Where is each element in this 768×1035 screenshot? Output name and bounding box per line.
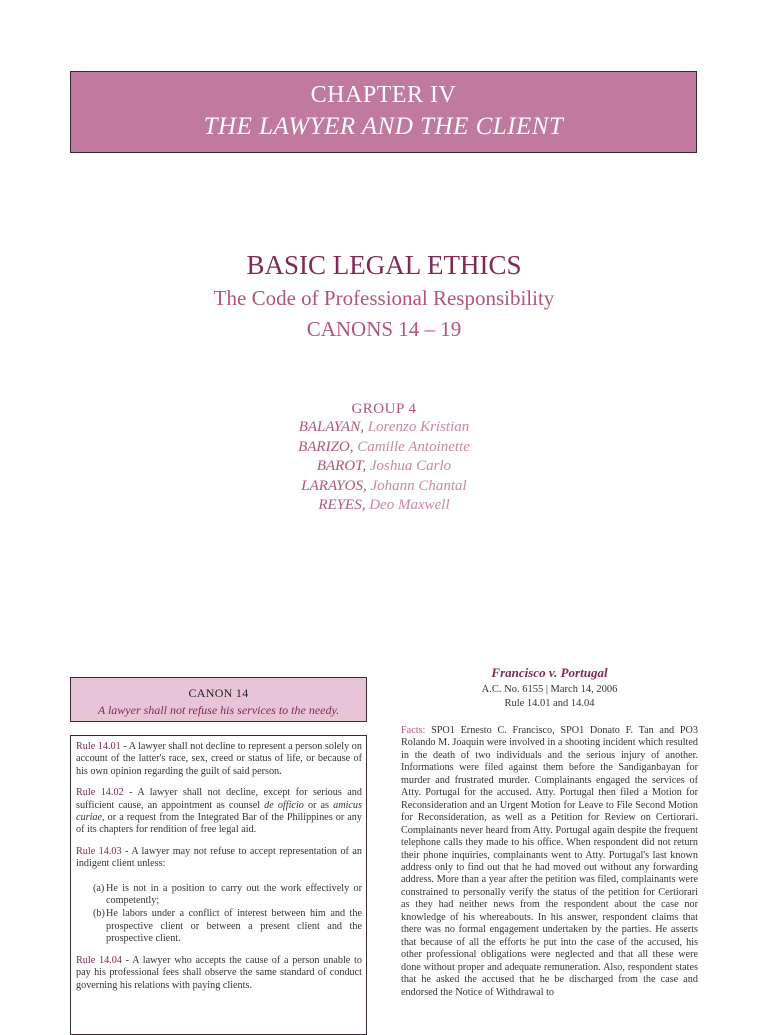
chapter-header-box <box>70 71 697 153</box>
member-first-name: Camille Antoinette <box>357 438 470 455</box>
case-meta <box>401 683 698 711</box>
list-marker: (a) <box>93 882 105 894</box>
list-item-text: He labors under a conflict of interest between him and the prospective client or between a present client and the prospective client. <box>106 908 362 945</box>
rule-14-02 <box>76 787 362 837</box>
group-label: GROUP 4 <box>351 401 417 417</box>
member-last-name: BARIZO, <box>298 438 354 455</box>
document-title: BASIC LEGAL ETHICS <box>246 250 522 280</box>
list-marker: (b) <box>93 908 105 920</box>
case-rules: Rule 14.01 and 14.04 <box>504 698 595 709</box>
rule-14-03-list <box>76 883 362 946</box>
rule-text: - A lawyer who accepts the cause of a person unable to pay his professional fees shall observe the same standard of conduct governing his relations with paying clients. <box>76 954 362 991</box>
member-last-name: REYES, <box>318 497 366 513</box>
member-5 <box>0 496 768 516</box>
rule-14-01 <box>76 741 362 778</box>
member-first-name: Deo Maxwell <box>369 497 450 513</box>
case-title: Francisco v. Portugal <box>491 665 608 680</box>
rule-text: - A lawyer may not refuse to accept representation of an indigent client unless: <box>76 845 362 870</box>
member-3 <box>0 457 768 477</box>
chapter-title: THE LAWYER AND THE CLIENT <box>203 113 564 140</box>
list-item <box>76 908 362 945</box>
member-last-name: BALAYAN, <box>298 419 364 435</box>
list-item <box>76 883 362 908</box>
case-citation: A.C. No. 6155 | March 14, 2006 <box>481 684 618 695</box>
rule-text: - A lawyer shall not decline to represent a person solely on account of the latter's race, sex, creed or status of life, or because of his own opinion regarding the guilt of said person. <box>76 741 362 777</box>
member-first-name: Johann Chantal <box>370 477 467 494</box>
rule-label: Rule 14.03 <box>76 845 122 857</box>
chapter-number: CHAPTER IV <box>310 82 457 108</box>
rule-label: Rule 14.01 <box>76 741 121 752</box>
rule-text: , or a request from the Integrated Bar of the Philippines or any of its chapters for rendition of free legal aid. <box>76 812 362 836</box>
member-first-name: Joshua Carlo <box>369 458 452 474</box>
rule-14-04 <box>76 955 362 992</box>
document-subtitle: The Code of Professional Responsibility <box>213 286 555 310</box>
rule-latin-term: de officio <box>264 799 304 811</box>
rules-box <box>70 735 367 1035</box>
member-1 <box>0 418 768 438</box>
member-last-name: BAROT, <box>316 458 367 474</box>
rule-latin-term: amicus curiae <box>76 799 362 824</box>
rule-14-03 <box>76 846 362 871</box>
rule-label: Rule 14.02 <box>76 787 124 799</box>
facts-label: Facts: <box>401 725 426 736</box>
member-2 <box>0 438 768 458</box>
member-first-name: Lorenzo Kristian <box>367 419 470 435</box>
rule-label: Rule 14.04 <box>76 954 122 966</box>
member-4 <box>0 477 768 497</box>
case-facts <box>401 725 698 999</box>
group-members <box>0 401 768 516</box>
list-item-text: He is not in a position to carry out the work effectively or competently; <box>106 882 362 907</box>
canon-14-box <box>70 677 367 722</box>
canons-range: CANONS 14 – 19 <box>306 317 462 341</box>
facts-text: SPO1 Ernesto C. Francisco, SPO1 Donato F. Tan and PO3 Rolando M. Joaquin were involved in a shooting incident which resulted in the death of two individuals and the serious injury of another. Informations were filed against them before the Sandiganbayan for murder and frustrated murder. Complainants engaged the services of Atty. Portugal for the accused. Atty. Portugal then filed a Motion for Reconsideration and an Urgent Motion for Leave to File Second Motion for Reconsideration, as well as a Petition for Review on Certiorari. Complainants never heard from Atty. Portugal again despite the frequent telephone calls they made to his office. When respondent did not return their phone inquiries, complainants went to Atty. Portugal's last known address only to find out that he had moved out without any forwarding address. More than a year after the petition was filed, complainants were constrained to personally verify the status of the petition for Certiorari as they had neither news from the respondent about the case nor knowledge of his whereabouts. In his answer, respondent claims that there was no formal engagement undertaken by the parties. He asserts that because of all the efforts he put into the case of the accused, his other professional obligations were neglected and that all these were done without proper and adequate remuneration. Also, respondent states that he asked the accused that he be discharged from the case and endorsed the Notice of Withdrawal to <box>401 725 698 998</box>
rule-text: - A lawyer shall not decline, except for serious and sufficient cause, an appointment as counsel <box>76 787 362 811</box>
rule-text: or as <box>303 799 334 811</box>
canon-title: CANON 14 <box>188 686 249 700</box>
canon-text: A lawyer shall not refuse his services to the needy. <box>97 703 340 717</box>
member-last-name: LARAYOS, <box>301 477 367 494</box>
